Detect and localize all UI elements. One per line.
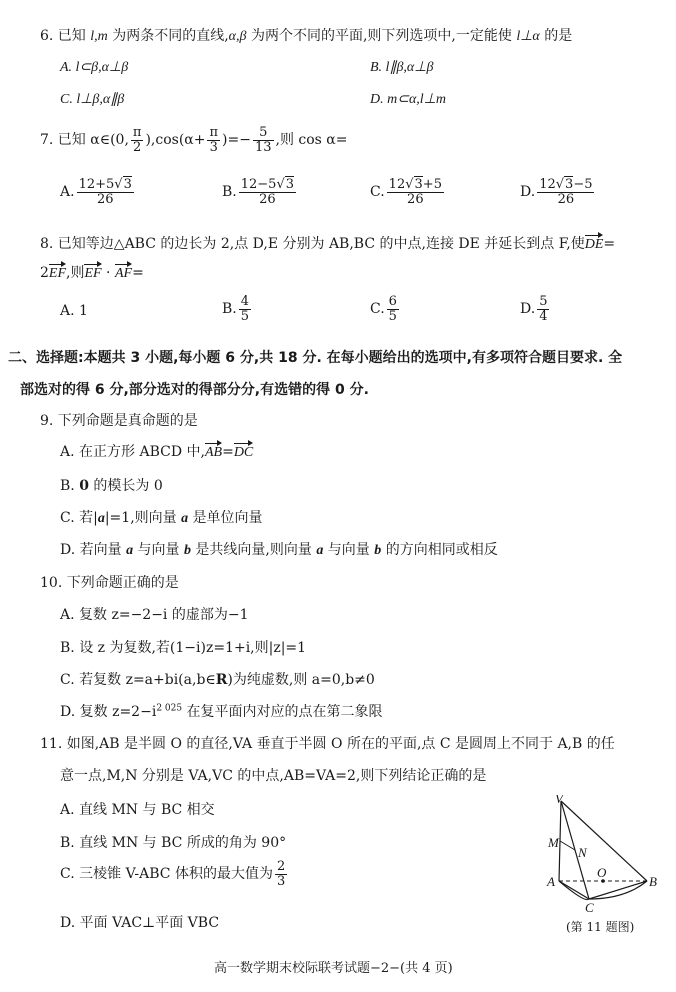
q9-vector-ab: AB — [205, 442, 222, 461]
label-b: B — [649, 874, 657, 889]
q11-option-d: D. 平面 VAC⊥平面 VBC — [60, 915, 220, 931]
q7-stem — [40, 126, 348, 154]
label-a: A — [547, 874, 555, 889]
q7-option-d: D. $\frac{12√3-5}{26}$ — [520, 177, 593, 207]
q9-vector-dc: DC — [234, 442, 253, 461]
q10-option-a: A. 复数 z=−2−i 的虚部为−1 — [60, 607, 249, 623]
q8-line-2: 2EF,则EF · AF= — [40, 265, 144, 281]
q7-option-b: B. $\frac{12-5√3}{26}$ — [222, 177, 295, 207]
q9-option-b: B. 0 的模长为 0 — [60, 478, 163, 494]
edge-cb — [589, 881, 647, 899]
q6-option-b: B. l∥β,α⊥β — [370, 60, 434, 75]
q8-line-1: 8. 已知等边△ABC 的边长为 2,点 D,E 分别为 AB,BC 的中点,连接 DE 并延长到点 F,使DE= — [40, 236, 616, 252]
q11-line-2: 意一点,M,N 分别是 VA,VC 的中点,AB=VA=2,则下列结论正确的是 — [60, 768, 487, 784]
q9-option-c: C. 若|a|=1,则向量 a 是单位向量 — [60, 510, 263, 526]
page-footer: 高一数学期末校际联考试题−2−(共 4 页) — [214, 961, 453, 976]
q7-text-a: 7. 已知 α∈(0, — [40, 132, 129, 149]
q10-option-c: C. 若复数 z=a+bi(a,b∈R)为纯虚数,则 a=0,b≠0 — [60, 672, 375, 688]
q10-option-b: B. 设 z 为复数,若(1−i)z=1+i,则|z|=1 — [60, 640, 307, 656]
q7-option-a: A. $\frac{12+5√3}{26}$ — [60, 177, 132, 207]
q9-option-d: D. 若向量 a 与向量 b 是共线向量,则向量 a 与向量 b 的方向相同或相反 — [60, 542, 498, 558]
q11-line-1: 11. 如图,AB 是半圆 O 的直径,VA 垂直于半圆 O 所在的平面,点 C 是圆周上不同于 A,B 的任 — [40, 736, 615, 752]
q10-option-d: D. 复数 $z=2-i^{2 025}$ 在复平面内对应的点在第二象限 — [60, 703, 383, 720]
q6-option-a: A. l⊂β,α⊥β — [60, 60, 129, 75]
q8-option-c: C. $\frac{6}{5}$ — [370, 294, 397, 324]
q8-vector-ef-2: EF — [84, 263, 101, 282]
q8-option-d: D. $\frac{5}{4}$ — [520, 294, 548, 324]
q6-symbol-lm: l,m — [90, 29, 108, 44]
q11-option-c: C. 三棱锥 V-ABC 体积的最大值为 $\frac{2}{3}$ — [60, 859, 286, 889]
q6-stem — [40, 25, 572, 45]
section-2-heading: 二、选择题:本题共 3 小题,每小题 6 分,共 18 分. 在每小题给出的选项中,有多项符合题目要求. 全 — [8, 350, 623, 366]
q8-option-a: A. 1 — [60, 303, 88, 319]
q6-stem-text-d: 的是 — [539, 28, 573, 44]
q8-vector-de: DE — [585, 234, 604, 253]
q10-stem: 10. 下列命题正确的是 — [40, 575, 179, 591]
q6-stem-text-b: 为两条不同的直线, — [107, 28, 229, 44]
q6-symbol-ab: α,β — [228, 29, 247, 44]
q7-option-c: C. $\frac{12√3+5}{26}$ — [370, 177, 442, 207]
q11-figure-caption: (第 11 题图) — [566, 920, 635, 934]
q7-text-b: ),cos(α+ — [145, 132, 206, 149]
label-c: C — [585, 900, 594, 913]
q7-frac-5-13: $\frac{5}{13}$ — [254, 125, 272, 155]
q8-vector-af: AF — [115, 263, 132, 282]
q8-text-a: 8. 已知等边△ABC 的边长为 2,点 D,E 分别为 AB,BC 的中点,连接 DE 并延长到点 F,使 — [40, 236, 585, 252]
q7-text-d: ,则 cos α= — [275, 132, 348, 149]
q8-vector-ef: EF — [49, 263, 66, 282]
q11-option-b: B. 直线 MN 与 BC 所成的角为 90° — [60, 835, 287, 851]
q9-stem: 9. 下列命题是真命题的是 — [40, 413, 198, 429]
label-m: M — [548, 835, 559, 850]
q6-stem-text-a: 6. 已知 — [40, 28, 91, 44]
label-v: V — [555, 795, 563, 806]
label-n: N — [578, 845, 587, 860]
q6-option-c: C. l⊥β,α∥β — [60, 92, 125, 107]
q7-text-c: )=− — [222, 132, 251, 149]
q9-option-a: A. 在正方形 ABCD 中,AB=DC — [60, 444, 254, 460]
q6-option-d: D. m⊂α,l⊥m — [370, 92, 446, 107]
q7-frac-pi-2: $\frac{\pi}{2}$ — [132, 125, 142, 155]
q6-stem-text-c: 为两个不同的平面,则下列选项中,一定能使 — [246, 28, 517, 44]
q11-figure — [545, 795, 665, 913]
q11-option-a: A. 直线 MN 与 BC 相交 — [60, 802, 215, 818]
section-2-heading-cont: 部选对的得 6 分,部分选对的得部分分,有选错的得 0 分. — [20, 382, 369, 398]
q7-frac-pi-3: $\frac{\pi}{3}$ — [209, 125, 219, 155]
label-o: O — [597, 865, 607, 880]
q6-symbol-cond: l⊥α — [516, 29, 540, 44]
q8-option-b: B. $\frac{4}{5}$ — [222, 294, 250, 324]
semicircle-arc — [559, 881, 647, 900]
